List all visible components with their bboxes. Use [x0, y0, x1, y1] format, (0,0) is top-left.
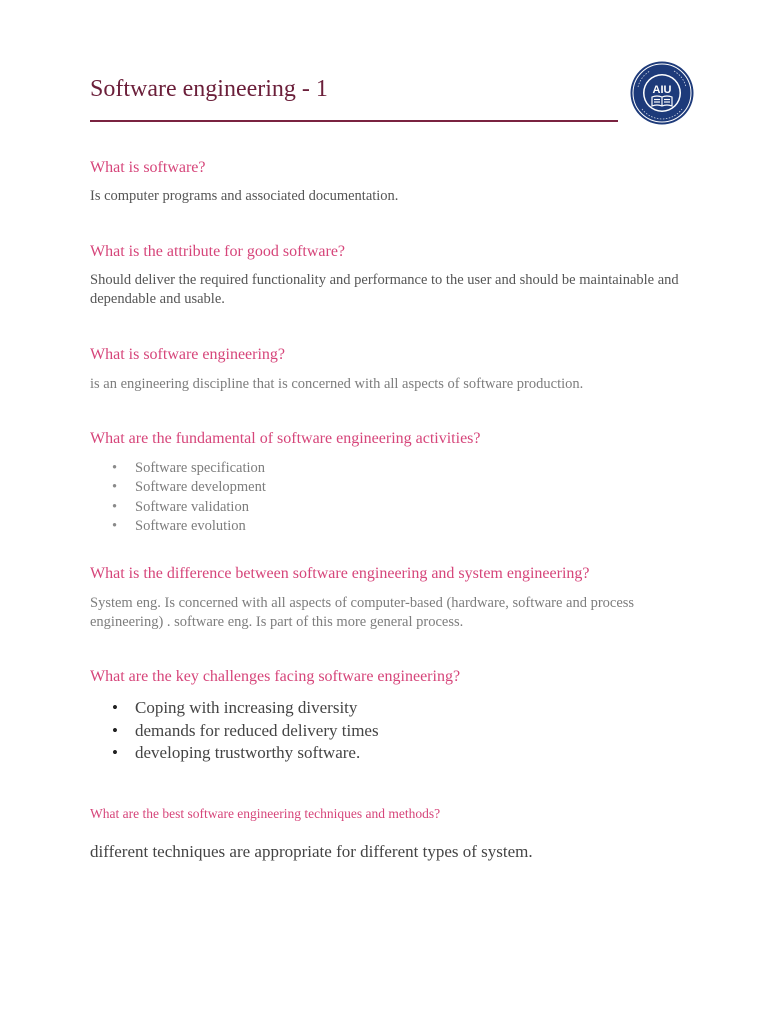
- question-software-vs-system-engineering: What is the difference between software engineering and system engineering?: [90, 565, 590, 582]
- answer-best-techniques: different techniques are appropriate for different types of system.: [90, 842, 533, 861]
- answer-what-is-software: Is computer programs and associated documentation.: [90, 188, 399, 204]
- question-fundamental-activities: What are the fundamental of software engineering activities?: [90, 430, 481, 447]
- list-item: • Software development: [90, 478, 266, 497]
- answer-software-vs-system-engineering: System eng. Is concerned with all aspects of computer-based (hardware, software and process engineering) . software eng. Is part of this more general process.: [90, 595, 635, 630]
- question-what-is-software: What is software?: [90, 159, 206, 176]
- answer-good-software-attribute: Should deliver the required functionality and performance to the user and should be maintainable and dependable and usable.: [90, 272, 679, 307]
- list-item: • demands for reduced delivery times: [90, 720, 379, 743]
- list-item: • Software evolution: [90, 517, 266, 536]
- list-item: • developing trustworthy software.: [90, 742, 379, 765]
- list-item: • Software validation: [90, 498, 266, 517]
- question-software-engineering: What is software engineering?: [90, 346, 286, 363]
- question-key-challenges: What are the key challenges facing software engineering?: [90, 668, 461, 685]
- answer-software-engineering: is an engineering discipline that is concerned with all aspects of software production.: [90, 376, 584, 392]
- list-item: • Coping with increasing diversity: [90, 697, 379, 720]
- challenges-list: [90, 697, 379, 765]
- logo-text: AIU: [652, 84, 672, 96]
- list-item: • Software specification: [90, 459, 266, 478]
- title-underline: [90, 120, 618, 122]
- question-best-techniques: What are the best software engineering techniques and methods?: [90, 806, 441, 821]
- university-logo: [628, 61, 696, 125]
- question-good-software-attribute: What is the attribute for good software?: [90, 243, 346, 260]
- activities-list: [90, 459, 266, 536]
- page-title: Software engineering - 1: [90, 76, 328, 102]
